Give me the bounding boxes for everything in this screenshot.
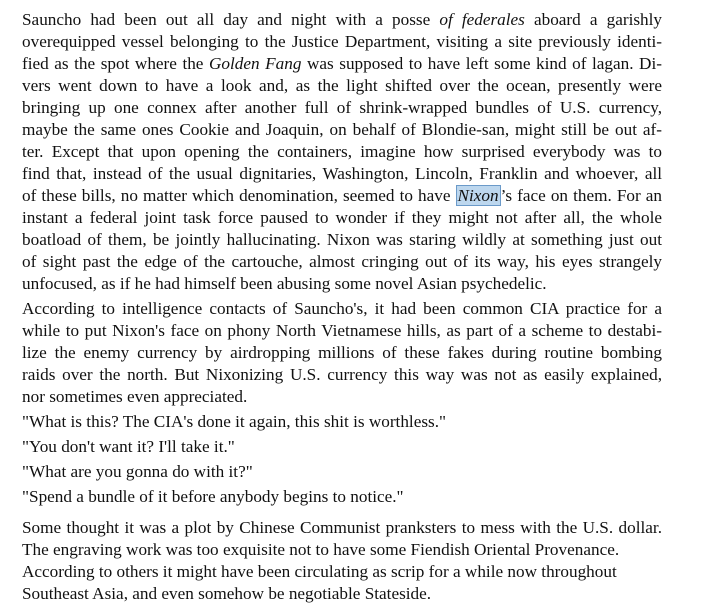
paragraph-1-line-4: vers went down to have a look and, as the light shifted over the ocean, presently were: [22, 76, 662, 95]
paragraph-2-line-3: lize the enemy currency by airdropping millions of these fakes during routine bombing: [22, 343, 662, 362]
paragraph-7-line-4: Southeast Asia, and even somehow be negotiable Stateside.: [22, 584, 432, 603]
italic-text-run: Golden Fang: [209, 54, 302, 73]
text-run: was supposed to have left some kind of lagan. Di-: [301, 54, 662, 73]
selected-text-highlight[interactable]: Nixon: [457, 186, 499, 205]
text-run: Sauncho had been out all day and night with a posse: [22, 10, 440, 29]
paragraph-2-line-4: raids over the north. But Nixonizing U.S. currency this way was not as easily explained,: [22, 365, 662, 384]
paragraph-1-line-13: unfocused, as if he had himself been abusing some novel Asian psychedelic.: [22, 274, 547, 293]
text-run: aboard a garishly: [524, 10, 663, 29]
paragraph-1-line-5: bringing up one connex after another full of shrink-wrapped bundles of U.S. currency,: [22, 98, 662, 117]
paragraph-1-line-1: [22, 9, 662, 31]
dialogue-line-3: "What are you gonna do with it?": [22, 462, 253, 481]
paragraph-1-line-6: maybe the same ones Cookie and Joaquin, on behalf of Blondie-san, might still be out af-: [22, 120, 662, 139]
paragraph-7-line-3: According to others it might have been circulating as scrip for a while now throughout: [22, 562, 617, 581]
text-run: fied as the spot where the: [22, 54, 209, 73]
paragraph-7-line-1: Some thought it was a plot by Chinese Communist pranksters to mess with the U.S. dollar.: [22, 518, 662, 537]
text-run: ’s face on them. For an: [500, 186, 662, 205]
paragraph-1-line-3: [22, 53, 662, 75]
italic-text-run: of federales: [439, 10, 525, 29]
dialogue-line-1: "What is this? The CIA's done it again, this shit is worthless.": [22, 412, 447, 431]
paragraph-1-line-9: [22, 185, 662, 207]
paragraph-2-line-2: while to put Nixon's face on phony North Vietnamese hills, as part of a scheme to destabi-: [22, 321, 662, 340]
text-run: of these bills, no matter which denomination, seemed to have: [22, 186, 456, 205]
paragraph-1-line-2: overequipped vessel belonging to the Justice Department, visiting a site previously identi-: [22, 32, 662, 51]
cut-off-text-fragment: [258, 0, 378, 2]
paragraph-7-line-2: The engraving work was too exquisite not to have some Fiendish Oriental Provenance.: [22, 540, 620, 559]
paragraph-1-line-8: find that, instead of the usual dignitaries, Washington, Lincoln, Franklin and whoever, all: [22, 164, 662, 183]
paragraph-2-line-5: nor sometimes even appreciated.: [22, 387, 248, 406]
paragraph-1-line-7: ter. Except that upon opening the containers, imagine how surprised everybody was to: [22, 142, 662, 161]
dialogue-line-4: "Spend a bundle of it before anybody begins to notice.": [22, 487, 404, 506]
dialogue-line-2: "You don't want it? I'll take it.": [22, 437, 235, 456]
paragraph-1-line-10: instant a federal joint task force paused to wonder if they might not after all, the whole: [22, 208, 662, 227]
paragraph-1-line-11: boatload of them, be jointly hallucinating. Nixon was staring wildly at something just out: [22, 230, 662, 249]
paragraph-2-line-1: According to intelligence contacts of Sauncho's, it had been common CIA practice for a: [22, 299, 662, 318]
paragraph-1-line-12: of sight past the edge of the cartouche, almost cringing out of its way, his eyes strangely: [22, 252, 662, 271]
